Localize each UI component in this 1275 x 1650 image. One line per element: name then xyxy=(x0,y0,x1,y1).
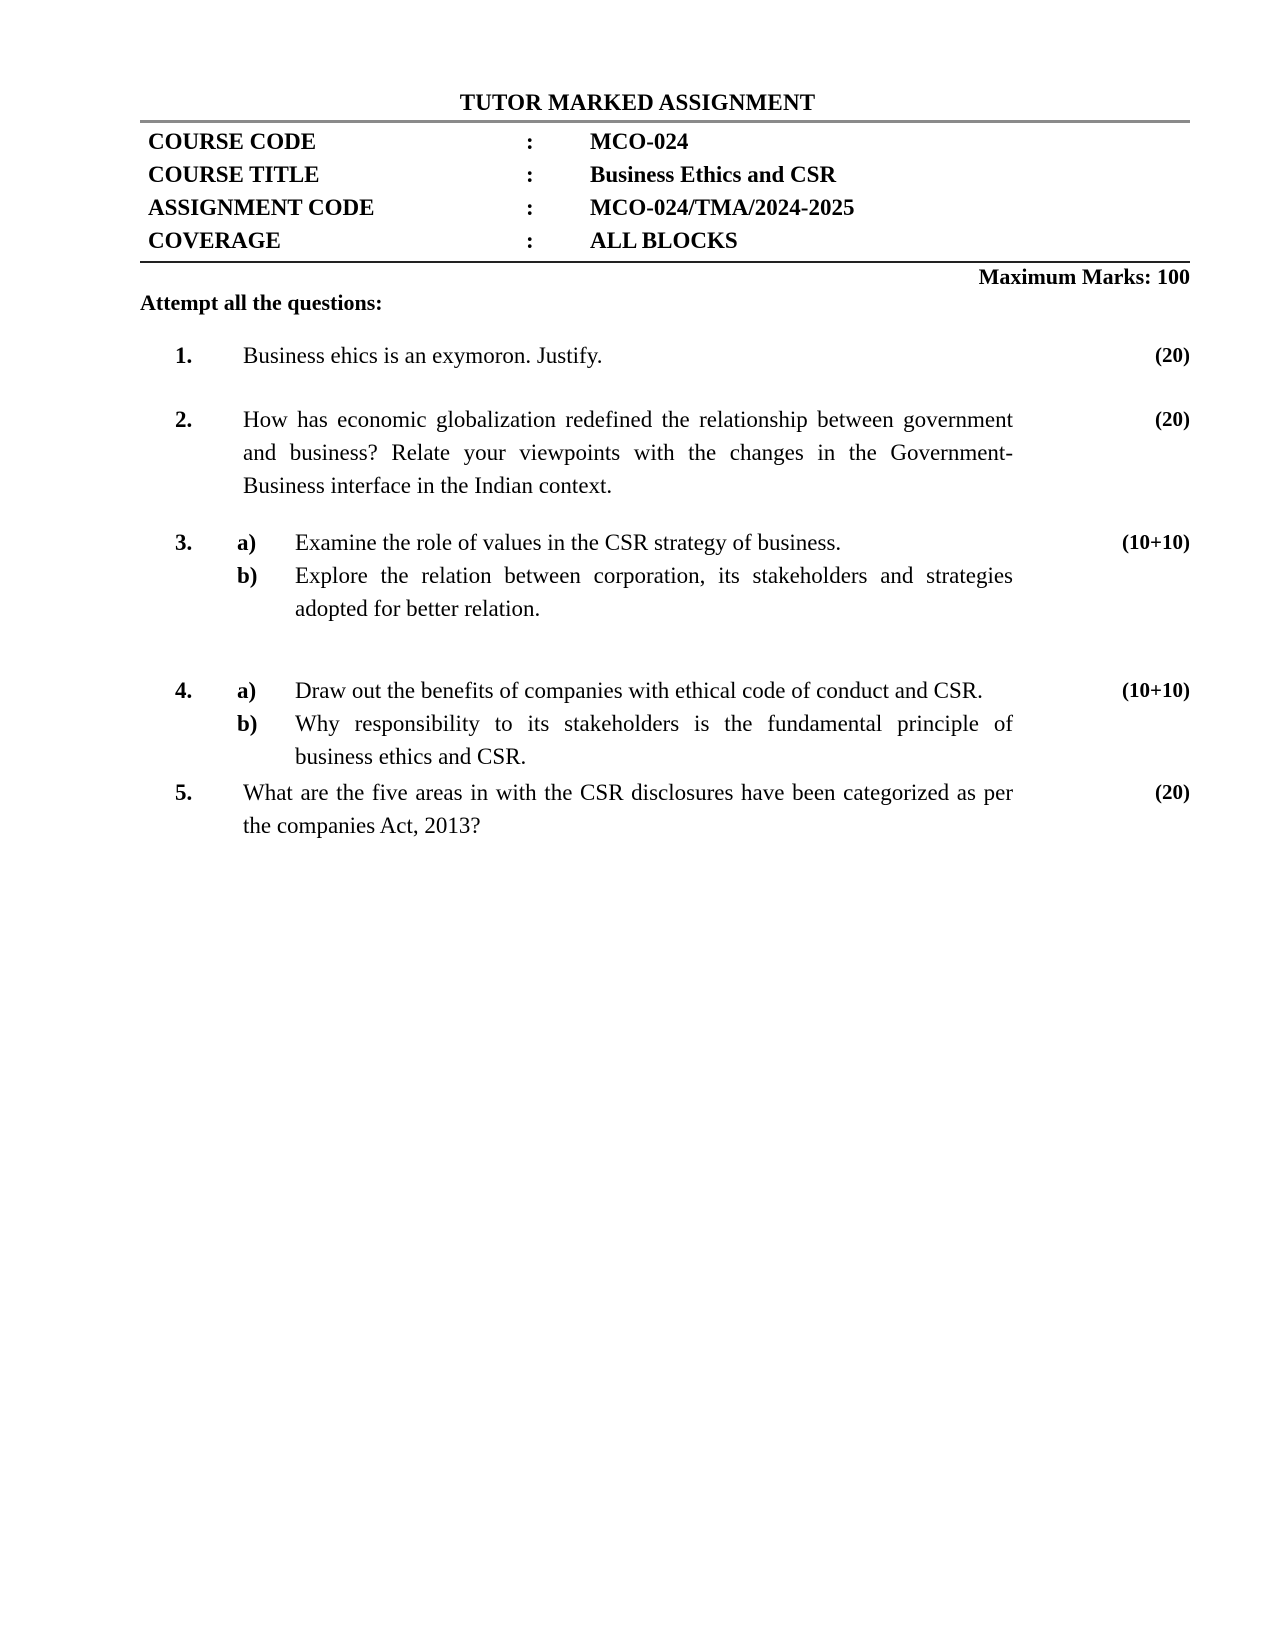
document-title: TUTOR MARKED ASSIGNMENT xyxy=(459,90,816,115)
max-marks-label: Maximum Marks: 100 xyxy=(978,264,1190,289)
question-part-a xyxy=(237,674,1013,707)
part-text: Examine the role of values in the CSR strategy of business. xyxy=(295,530,842,555)
instruction-text: Attempt all the questions: xyxy=(140,290,383,315)
question-number: 3. xyxy=(175,530,193,555)
header-fields-table xyxy=(140,125,1190,257)
document-content xyxy=(140,120,1190,842)
header-field-row-assignment-code xyxy=(148,191,1190,224)
question-body xyxy=(237,674,1013,773)
field-separator: : xyxy=(526,162,534,187)
field-value: MCO-024/TMA/2024-2025 xyxy=(590,195,855,220)
field-value: Business Ethics and CSR xyxy=(590,162,837,187)
question-4 xyxy=(140,674,1190,773)
question-number: 2. xyxy=(175,407,193,432)
question-5 xyxy=(140,776,1190,842)
field-label: COURSE TITLE xyxy=(148,162,320,187)
field-separator: : xyxy=(526,129,534,154)
question-text: How has economic globalization redefined the relationship between government and business? Relate your viewpoints with the changes in the Government-Business interface in the Indian context. xyxy=(243,407,1013,498)
field-separator: : xyxy=(526,195,534,220)
part-text: Why responsibility to its stakeholders is the fundamental principle of business ethics and CSR. xyxy=(295,711,1013,769)
question-text: Business ehics is an exymoron. Justify. xyxy=(243,343,603,368)
question-number: 5. xyxy=(175,780,193,805)
header-field-row-course-code xyxy=(148,125,1190,158)
part-label: b) xyxy=(237,711,258,736)
field-label: ASSIGNMENT CODE xyxy=(148,195,375,220)
field-label: COURSE CODE xyxy=(148,129,317,154)
question-marks: (20) xyxy=(1155,407,1190,431)
part-label: a) xyxy=(237,530,257,555)
question-body xyxy=(237,526,1013,625)
part-text: Draw out the benefits of companies with ethical code of conduct and CSR. xyxy=(295,678,983,703)
question-marks: (10+10) xyxy=(1122,678,1190,702)
field-label: COVERAGE xyxy=(148,228,281,253)
header-bottom-rule xyxy=(140,261,1190,263)
questions-list xyxy=(140,339,1190,842)
question-marks: (20) xyxy=(1155,780,1190,804)
part-text: Explore the relation between corporation, its stakeholders and strategies adopted for better relation. xyxy=(295,563,1013,621)
question-part-b xyxy=(237,559,1013,625)
header-field-row-course-title xyxy=(148,158,1190,191)
question-3 xyxy=(140,526,1190,625)
field-separator: : xyxy=(526,228,534,253)
question-2 xyxy=(140,403,1190,502)
question-body xyxy=(243,339,1013,372)
question-marks: (20) xyxy=(1155,343,1190,367)
question-part-a xyxy=(237,526,1013,559)
question-number: 4. xyxy=(175,678,193,703)
part-label: b) xyxy=(237,563,258,588)
field-value: ALL BLOCKS xyxy=(590,228,738,253)
question-marks: (10+10) xyxy=(1122,530,1190,554)
question-body xyxy=(243,403,1013,502)
question-number: 1. xyxy=(175,343,193,368)
question-body xyxy=(243,776,1013,842)
question-text: What are the five areas in with the CSR disclosures have been categorized as per the companies Act, 2013? xyxy=(243,780,1013,838)
question-1 xyxy=(140,339,1190,372)
header-field-row-coverage xyxy=(148,224,1190,257)
part-label: a) xyxy=(237,678,257,703)
header-top-rule xyxy=(140,120,1190,123)
question-part-b xyxy=(237,707,1013,773)
field-value: MCO-024 xyxy=(590,129,689,154)
